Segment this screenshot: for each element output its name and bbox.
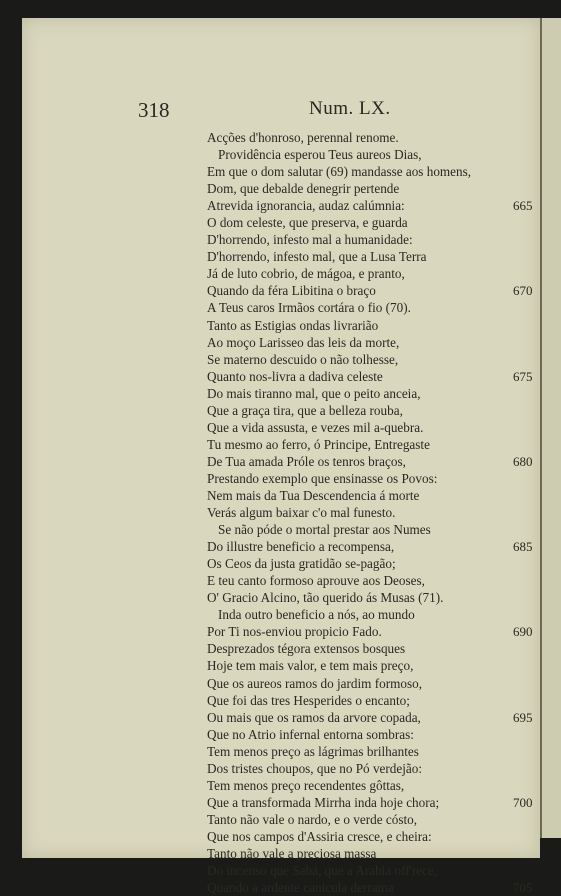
verse-text: Já de luto cobrio, de mágoa, e pranto,: [207, 266, 405, 282]
verse-line: [22, 845, 540, 862]
verse-line: [22, 879, 540, 896]
verse-text: Em que o dom salutar (69) mandasse aos homens,: [207, 164, 472, 180]
line-number: 705: [513, 880, 533, 896]
verse-line: [22, 726, 540, 743]
verse-line: [22, 623, 540, 640]
verse-line: [22, 760, 540, 777]
verse-text: Verás algum baixar c'o mal funesto.: [207, 505, 396, 521]
verse-line: [22, 146, 540, 163]
verse-text: Dom, que debalde denegrir pertende: [207, 181, 400, 197]
verse-text: Que a vida assusta, e vezes mil a-quebra.: [207, 419, 424, 435]
verse-text: O' Gracio Alcino, tão querido ás Musas (71).: [207, 590, 444, 606]
verse-line: [22, 163, 540, 180]
verse-line: [22, 129, 540, 146]
verse-line: [22, 692, 540, 709]
verse-line: [22, 334, 540, 351]
verse-text: Dos tristes choupos, que no Pó verdejão:: [207, 760, 422, 776]
verse-line: [22, 606, 540, 623]
verse-line: [22, 419, 540, 436]
verse-line: [22, 402, 540, 419]
verse-text: Tem menos preço recendentes gôttas,: [207, 777, 405, 793]
line-number: 675: [513, 368, 533, 384]
verse-text: Acções d'honroso, perennal renome.: [207, 130, 399, 145]
verse-text: Tanto não vale o nardo, e o verde cósto,: [207, 811, 418, 827]
verse-text: Se não póde o mortal prestar aos Numes: [218, 522, 431, 538]
verse-line: [22, 777, 540, 794]
verse-text: Quando a ardente canicula derrama: [207, 880, 394, 896]
verse-line: [22, 538, 540, 555]
verse-text: Que os aureos ramos do jardim formoso,: [207, 675, 422, 691]
book-page: [22, 18, 540, 896]
verse-line: [22, 180, 540, 197]
verse-line: [22, 248, 540, 265]
verse-line: [22, 743, 540, 760]
verse-line: [22, 351, 540, 368]
verse-line: [22, 794, 540, 811]
facing-page-edge: [540, 18, 561, 838]
verse-text: Os Ceos da justa gratidão se-pagão;: [207, 556, 396, 572]
verse-line: [22, 555, 540, 572]
verse-line: [22, 265, 540, 282]
verse-line: [22, 197, 540, 214]
verse-text: Tem menos preço as lágrimas brilhantes: [207, 743, 419, 759]
verse-text: Hoje tem mais valor, e tem mais preço,: [207, 658, 414, 674]
verse-text: Quanto nos-livra a dadiva celeste: [207, 368, 383, 384]
verse-line: [22, 504, 540, 521]
line-number: 695: [513, 709, 533, 725]
verse-line: [22, 317, 540, 334]
verse-block: [22, 129, 540, 896]
verse-text: Tanto as Estigias ondas livrarião: [207, 317, 379, 333]
verse-text: Inda outro beneficio a nós, ao mundo: [218, 607, 415, 623]
verse-line: [22, 589, 540, 606]
verse-line: [22, 862, 540, 879]
verse-text: Providência esperou Teus aureos Dias,: [218, 147, 422, 163]
verse-text: Que no Atrio infernal entorna sombras:: [207, 726, 414, 742]
verse-text: Que a graça tira, que a belleza rouba,: [207, 402, 403, 418]
verse-text: Do illustre beneficio a recompensa,: [207, 539, 395, 555]
verse-line: [22, 675, 540, 692]
line-number: 670: [513, 283, 533, 299]
line-number: 685: [513, 539, 533, 555]
verse-text: Do incenso que Sabá, que a Arabia off'rece,: [207, 863, 438, 879]
verse-text: Desprezados tégora extensos bosques: [207, 641, 406, 657]
verse-text: D'horrendo, infesto mal, que a Lusa Terra: [207, 249, 427, 265]
verse-text: Nem mais da Tua Descendencia á morte: [207, 487, 420, 503]
running-head: [22, 98, 540, 122]
verse-line: [22, 231, 540, 248]
verse-line: [22, 368, 540, 385]
verse-line: [22, 657, 540, 674]
verse-text: Que nos campos d'Assiria cresce, e cheira:: [207, 828, 432, 844]
verse-text: Que foi das tres Hesperides o encanto;: [207, 692, 410, 708]
verse-line: [22, 709, 540, 726]
verse-text: Ao moço Larisseo das leis da morte,: [207, 334, 400, 350]
verse-line: [22, 299, 540, 316]
verse-text: O dom celeste, que preserva, e guarda: [207, 215, 408, 231]
verse-text: Que a transformada Mirrha inda hoje chora;: [207, 794, 440, 810]
verse-line: [22, 214, 540, 231]
verse-line: [22, 385, 540, 402]
verse-line: [22, 572, 540, 589]
verse-line: [22, 453, 540, 470]
verse-text: E teu canto formoso aprouve aos Deoses,: [207, 573, 425, 589]
verse-line: [22, 282, 540, 299]
verse-line: [22, 487, 540, 504]
verse-text: A Teus caros Irmãos cortára o fio (70).: [207, 300, 411, 316]
verse-line: [22, 436, 540, 453]
verse-text: Por Ti nos-enviou propicio Fado.: [207, 624, 382, 640]
verse-text: Prestando exemplo que ensinasse os Povos:: [207, 470, 438, 486]
line-number: 700: [513, 794, 533, 810]
verse-text: Tu mesmo ao ferro, ó Principe, Entregaste: [207, 436, 430, 452]
verse-text: Ou mais que os ramos da arvore copada,: [207, 709, 421, 725]
verse-text: Quando da féra Libitina o braço: [207, 283, 376, 299]
verse-line: [22, 828, 540, 845]
line-number: 680: [513, 453, 533, 469]
verse-text: Se materno descuido o não tolhesse,: [207, 351, 399, 367]
verse-text: Tanto não vale a preciosa massa: [207, 845, 377, 861]
verse-text: Atrevida ignorancia, audaz calúmnia:: [207, 198, 405, 214]
line-number: 690: [513, 624, 533, 640]
verse-line: [22, 521, 540, 538]
header-title: Num. LX.: [309, 98, 391, 119]
verse-line: [22, 811, 540, 828]
verse-text: De Tua amada Próle os tenros braços,: [207, 453, 406, 469]
page-number: 318: [138, 98, 170, 122]
verse-line: [22, 640, 540, 657]
verse-text: D'horrendo, infesto mal a humanidade:: [207, 232, 413, 248]
verse-text: Do mais tiranno mal, que o peito anceia,: [207, 385, 421, 401]
line-number: 665: [513, 198, 533, 214]
verse-line: [22, 470, 540, 487]
